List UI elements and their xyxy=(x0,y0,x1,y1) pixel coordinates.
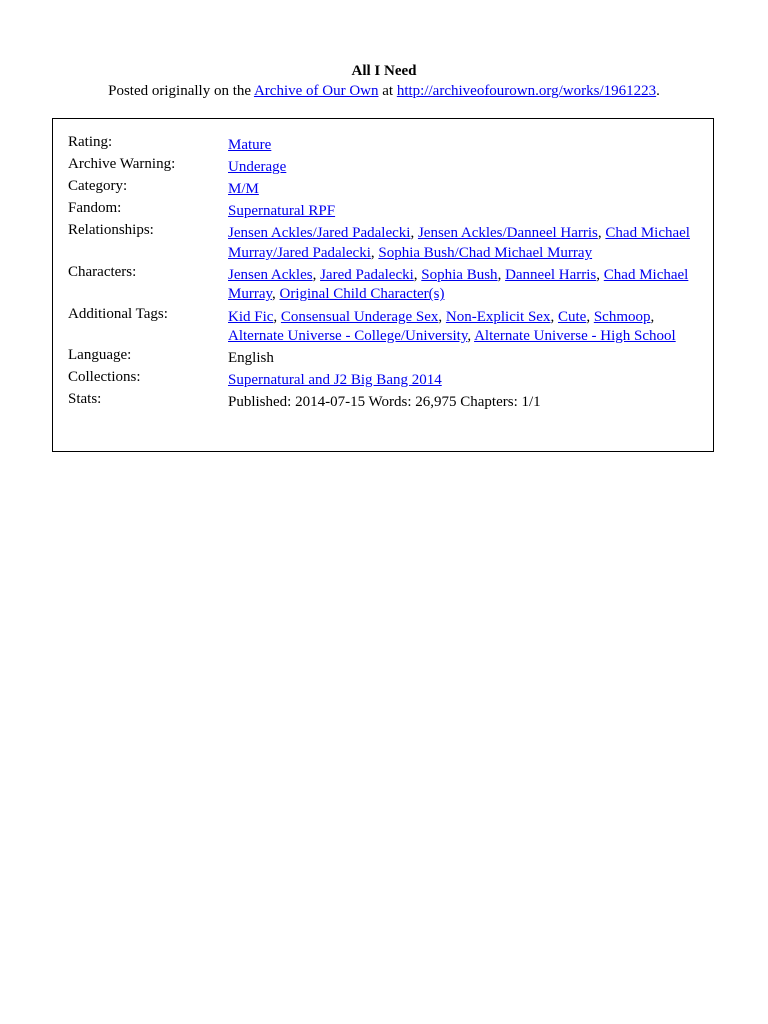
category-label: Category: xyxy=(68,178,128,195)
additional-tags-tag-link[interactable]: Kid Fic xyxy=(228,308,274,325)
additional-tags-tag-link[interactable]: Alternate Universe - High School xyxy=(474,328,676,345)
posted-line xyxy=(0,82,768,101)
additional-tags-label: Additional Tags: xyxy=(68,305,168,322)
rating-value xyxy=(228,136,698,156)
fandom-tag-link[interactable]: Supernatural RPF xyxy=(228,203,336,220)
characters-tag-link[interactable]: Jared Padalecki xyxy=(320,266,414,283)
meta-row-characters xyxy=(68,263,698,305)
meta-row-additional-tags xyxy=(68,305,698,347)
archive-link[interactable]: Archive of Our Own xyxy=(253,83,379,99)
collections-value xyxy=(228,371,698,391)
stats-value: Published: 2014-07-15 Words: 26,975 Chapters: 1/1 xyxy=(228,394,541,411)
characters-tag-link[interactable]: Chad Michael Murray xyxy=(228,266,689,303)
stats-label: Stats: xyxy=(68,391,102,408)
meta-row-collections xyxy=(68,371,698,391)
rating-label: Rating: xyxy=(68,134,113,150)
meta-row-category xyxy=(68,180,698,200)
warning-value xyxy=(228,158,698,178)
characters-tag-link[interactable]: Danneel Harris xyxy=(505,266,597,283)
meta-row-rating xyxy=(68,136,698,156)
characters-tag-link[interactable]: Original Child Character(s) xyxy=(279,286,445,303)
warning-tag-link[interactable]: Underage xyxy=(228,159,287,176)
meta-row-language xyxy=(68,349,698,369)
fandom-value xyxy=(228,202,698,222)
relationships-tag-link[interactable]: Chad Michael Murray/Jared Padalecki xyxy=(228,225,690,261)
characters-value: Jensen Ackles, Jared Padalecki, Sophia Bush, Danneel Harris, Chad Michael Murray, Original Child Character(s) xyxy=(228,266,689,303)
language-value: English xyxy=(228,350,274,367)
meta-row-fandom xyxy=(68,202,698,222)
meta-row-warning xyxy=(68,158,698,178)
collections-label: Collections: xyxy=(68,369,141,386)
characters-tag-link[interactable]: Jensen Ackles xyxy=(228,266,313,283)
category-value xyxy=(228,180,698,200)
rating-tag-link[interactable]: Mature xyxy=(228,137,272,153)
posted-at: at xyxy=(378,83,397,99)
fandom-label: Fandom: xyxy=(68,200,122,217)
additional-tags-tag-link[interactable]: Alternate Universe - College/University xyxy=(228,328,468,345)
category-tag-link[interactable]: M/M xyxy=(228,181,259,198)
additional-tags-tag-link[interactable]: Cute xyxy=(557,308,587,325)
warning-label: Archive Warning: xyxy=(68,156,176,173)
relationships-tag-link[interactable]: Sophia Bush/Chad Michael Murray xyxy=(378,244,593,261)
language-label: Language: xyxy=(68,347,132,364)
work-url-link[interactable]: http://archiveofourown.org/works/1961223 xyxy=(396,83,657,99)
work-title: All I Need xyxy=(351,63,417,79)
work-meta-box xyxy=(52,118,714,452)
additional-tags-tag-link[interactable]: Consensual Underage Sex xyxy=(280,308,439,325)
relationships-value: Jensen Ackles/Jared Padalecki, Jensen Ackles/Danneel Harris, Chad Michael Murray/Jared Padalecki, Sophia Bush/Chad Michael Murray xyxy=(228,225,690,261)
additional-tags-tag-link[interactable]: Schmoop xyxy=(593,308,651,325)
characters-label: Characters: xyxy=(68,263,137,280)
meta-row-stats xyxy=(68,393,698,413)
characters-tag-link[interactable]: Sophia Bush xyxy=(421,266,498,283)
additional-tags-value: Kid Fic, Consensual Underage Sex, Non-Explicit Sex, Cute, Schmoop, Alternate Universe - College/University, Alternate Universe - High School xyxy=(228,308,676,345)
relationships-tag-link[interactable]: Jensen Ackles/Danneel Harris xyxy=(417,225,598,242)
additional-tags-tag-link[interactable]: Non-Explicit Sex xyxy=(445,308,551,325)
meta-row-relationships xyxy=(68,224,698,263)
posted-prefix: Posted originally on the xyxy=(108,83,254,99)
posted-suffix: . xyxy=(656,83,660,99)
relationships-tag-link[interactable]: Jensen Ackles/Jared Padalecki xyxy=(228,225,411,242)
work-meta-table xyxy=(68,136,698,415)
relationships-label: Relationships: xyxy=(68,222,154,239)
collections-tag-link[interactable]: Supernatural and J2 Big Bang 2014 xyxy=(228,372,442,389)
